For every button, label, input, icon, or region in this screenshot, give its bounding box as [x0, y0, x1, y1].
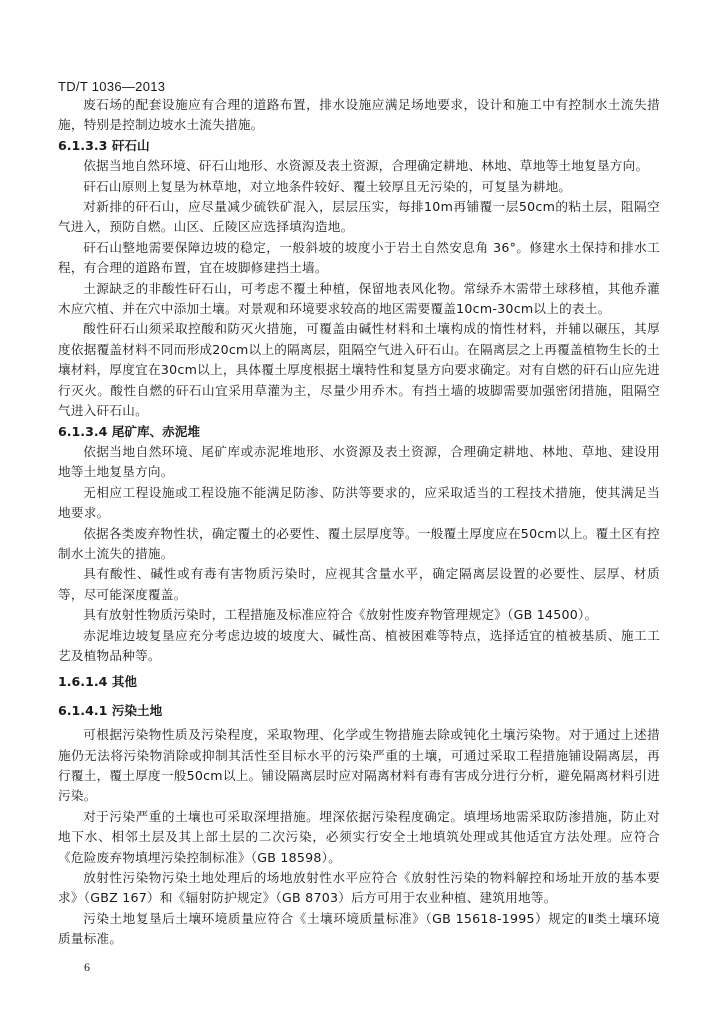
section-heading-6141: 6.1.4.1 污染土地 [58, 702, 163, 718]
paragraph-6141-4: 污染土地复垦后土壤环境质量应符合《土壤环境质量标准》（GB 15618-1995）规定的Ⅱ类土壤环境质量标准。 [58, 910, 660, 947]
document-page [58, 78, 660, 998]
paragraph-6134-6: 赤泥堆边坡复垦应充分考虑边坡的坡度大、碱性高、植被困难等特点，选择适宜的植被基质、施工工艺及植物品种等。 [58, 627, 660, 663]
section-heading-6133: 6.1.3.3 矸石山 [58, 137, 150, 153]
paragraph-6134-5: 具有放射性物质污染时，工程措施及标准应符合《放射性废弃物管理规定》（GB 14500）。 [83, 607, 598, 623]
paragraph-6134-3: 依据各类废弃物性状，确定覆土的必要性、覆土层厚度等。一般覆土厚度应在50cm以上。覆土区有控制水土流失的措施。 [58, 525, 660, 561]
intro-paragraph: 废石场的配套设施应有合理的道路布置，排水设施应满足场地要求，设计和施工中有控制水土流失措施，特别是控制边坡水土流失措施。 [58, 97, 660, 133]
section-heading-1614: 1.6.1.4 其他 [58, 674, 137, 690]
paragraph-6133-3: 对新排的矸石山，应尽量减少硫铁矿混入，层层压实，每排10m再铺覆一层50cm的粘土层，阻隔空气进入，预防自燃。山区、丘陵区应选择填沟造地。 [58, 199, 660, 235]
paragraph-6134-2: 无相应工程设施或工程设施不能满足防渗、防洪等要求的，应采取适当的工程技术措施，使其满足当地要求。 [58, 484, 660, 521]
paragraph-6134-1: 依据当地自然环境、尾矿库或赤泥堆地形、水资源及表土资源，合理确定耕地、林地、草地、建设用地等土地复垦方向。 [58, 443, 660, 480]
paragraph-6133-1: 依据当地自然环境、矸石山地形、水资源及表土资源，合理确定耕地、林地、草地等土地复垦方向。 [83, 158, 649, 174]
paragraph-6133-6: 酸性矸石山须采取控酸和防灭火措施，可覆盖由碱性材料和土壤构成的惰性材料，并辅以碾压，其厚度依据覆盖材料不同而形成20cm以上的隔离层，阻隔空气进入矸石山。在隔离层之上再覆盖植物生长的土壤材料，厚度宜在30cm以上，具体覆土厚度根据土壤特性和复垦方向要求确定。对有自燃的矸石山应先进行灭火。酸性自燃的矸石山宜采用草灌为主，尽量少用乔木。有挡土墙的坡脚需要加强密闭措施，阻隔空气进入矸石山。 [58, 321, 660, 419]
paragraph-6133-5: 土源缺乏的非酸性矸石山，可考虑不覆土种植，保留地表风化物。常绿乔木需带土球移植，其他乔灌木应穴植、并在穴中添加土壤。对景观和环境要求较高的地区需要覆盖10cm-30cm以上的表土。 [58, 280, 660, 317]
paragraph-6133-2: 矸石山原则上复垦为林草地，对立地条件较好、覆土较厚且无污染的，可复垦为耕地。 [83, 178, 572, 194]
page-number: 6 [84, 960, 90, 974]
paragraph-6133-4: 矸石山整地需要保障边坡的稳定，一般斜坡的坡度小于岩土自然安息角 36°。修建水土保持和排水工程，有合理的道路布置，宜在坡脚修建挡土墙。 [58, 239, 660, 276]
paragraph-6141-2: 对于污染严重的土壤也可采取深埋措施。埋深依据污染程度确定。填埋场地需采取防渗措施，防止对地下水、相邻土层及其上部土层的二次污染，必须实行安全土地填筑处理或其他适宜方法处理。应符合《危险废弃物填埋污染控制标准》（GB 18598）。 [58, 808, 660, 865]
paragraph-6134-4: 具有酸性、碱性或有毒有害物质污染时，应视其含量水平，确定隔离层设置的必要性、层厚、材质等，尽可能深度覆盖。 [58, 566, 660, 602]
section-heading-6134: 6.1.3.4 尾矿库、赤泥堆 [58, 423, 200, 439]
paragraph-6141-3: 放射性污染物污染土地处理后的场地放射性水平应符合《放射性污染的物料解控和场址开放的基本要求》（GBZ 167）和《辐射防护规定》（GB 8703）后方可用于农业种植、建筑用地等。 [58, 870, 660, 906]
standard-code-header: TD/T 1036—2013 [58, 79, 166, 94]
paragraph-6141-1: 可根据污染物性质及污染程度，采取物理、化学或生物措施去除或钝化土壤污染物。对于通过上述措施仍无法将污染物消除或抑制其活性至目标水平的污染严重的土壤，可通过采取工程措施铺设隔离层，再行覆土，覆土厚度一般50cm以上。铺设隔离层时应对隔离材料有毒有害成分进行分析，避免隔离材料引进污染。 [58, 727, 660, 804]
